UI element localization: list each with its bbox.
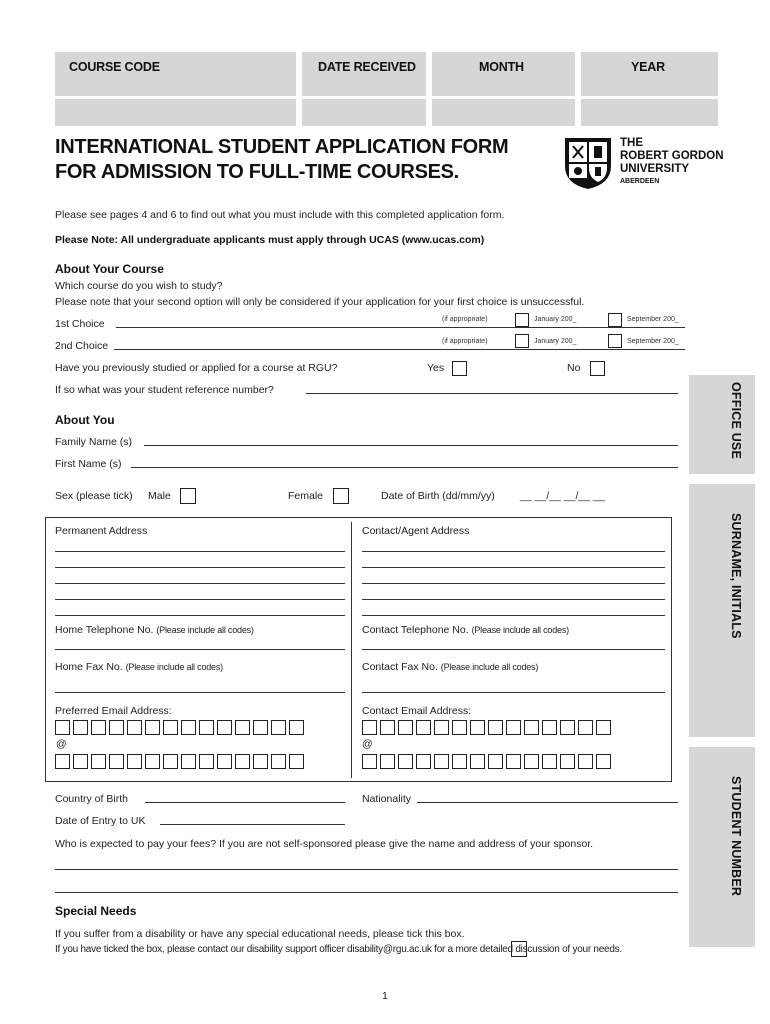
permanent-address-line-3[interactable] (55, 583, 345, 584)
contact-address-line-2[interactable] (362, 567, 665, 568)
second-choice-label: 2nd Choice (55, 340, 109, 352)
course-code-input-cell[interactable] (55, 99, 296, 126)
first-choice-september-checkbox[interactable] (608, 313, 622, 327)
month-label: MONTH (479, 60, 524, 74)
preferred-email-char-box[interactable] (289, 754, 304, 769)
office-use-label: OFFICE USE (729, 382, 743, 460)
contact-email-char-box[interactable] (398, 720, 413, 735)
preferred-email-label: Preferred Email Address: (55, 705, 172, 717)
preferred-email-char-box[interactable] (253, 754, 268, 769)
first-choice-september-label: September 200_ (627, 316, 679, 323)
contact-email-char-box[interactable] (434, 754, 449, 769)
contact-email-char-box[interactable] (560, 754, 575, 769)
fees-question: Who is expected to pay your fees? If you are not self-sponsored please give the name and address of your sponsor. (55, 838, 594, 850)
preferred-email-char-box[interactable] (199, 720, 214, 735)
nationality-input[interactable] (417, 802, 678, 803)
year-header-cell (581, 52, 718, 96)
sex-female-checkbox[interactable] (333, 488, 349, 504)
country-of-birth-label: Country of Birth (55, 793, 128, 805)
preferred-email-char-box[interactable] (55, 720, 70, 735)
logo-the: THE (620, 137, 643, 149)
logo-text (620, 137, 724, 188)
contact-email-char-box[interactable] (578, 720, 593, 735)
contact-email-char-box[interactable] (524, 720, 539, 735)
contact-email-char-box[interactable] (560, 720, 575, 735)
previously-yes-label: Yes (427, 362, 445, 374)
first-choice-january-checkbox[interactable] (515, 313, 529, 327)
contact-email-char-box[interactable] (416, 720, 431, 735)
page-number: 1 (382, 990, 388, 1002)
special-needs-checkbox[interactable] (511, 941, 527, 957)
home-fax-note: (Please include all codes) (125, 662, 223, 672)
contact-email-char-box[interactable] (578, 754, 593, 769)
preferred-email-char-box[interactable] (127, 720, 142, 735)
contact-address-line-5[interactable] (362, 615, 665, 616)
preferred-email-at-sign: @ (56, 738, 67, 750)
permanent-address-label: Permanent Address (55, 525, 148, 537)
preferred-email-char-box[interactable] (145, 720, 160, 735)
special-needs-line-2: If you have ticked the box, please contact our disability support officer disability@rgu.ac.uk for a more detailed discussion of your needs. (55, 944, 622, 955)
contact-telephone-text: Contact Telephone No. (362, 624, 469, 636)
contact-email-char-box[interactable] (596, 720, 611, 735)
contact-address-line-4[interactable] (362, 599, 665, 600)
preferred-email-char-box[interactable] (235, 720, 250, 735)
intro-ucas-note: Please Note: All undergraduate applicants must apply through UCAS (www.ucas.com) (55, 234, 485, 246)
contact-fax-label (362, 661, 538, 673)
previously-studied-question: Have you previously studied or applied for a course at RGU? (55, 362, 338, 374)
preferred-email-char-box[interactable] (109, 754, 124, 769)
surname-initials-label: SURNAME, INITIALS (729, 513, 743, 639)
home-telephone-note: (Please include all codes) (156, 625, 254, 635)
contact-email-char-box[interactable] (488, 754, 503, 769)
preferred-email-char-box[interactable] (163, 720, 178, 735)
preferred-email-char-box[interactable] (271, 720, 286, 735)
permanent-address-line-5[interactable] (55, 615, 345, 616)
family-name-label: Family Name (s) (55, 436, 133, 448)
address-box-divider (351, 522, 352, 778)
contact-email-at-sign: @ (362, 738, 373, 750)
contact-email-char-box[interactable] (470, 754, 485, 769)
preferred-email-char-box[interactable] (289, 720, 304, 735)
permanent-address-line-4[interactable] (55, 599, 345, 600)
permanent-address-line-1[interactable] (55, 551, 345, 552)
student-reference-input[interactable] (306, 393, 678, 394)
student-number-label: STUDENT NUMBER (729, 776, 743, 897)
contact-email-char-box[interactable] (488, 720, 503, 735)
second-choice-if-appropriate: (if appropriate) (442, 338, 488, 345)
sex-label: Sex (please tick) (55, 490, 133, 502)
contact-agent-address-label: Contact/Agent Address (362, 525, 470, 537)
preferred-email-char-box[interactable] (91, 754, 106, 769)
home-telephone-label (55, 624, 254, 636)
home-telephone-input[interactable] (55, 649, 345, 650)
first-choice-if-appropriate: (if appropriate) (442, 316, 488, 323)
special-needs-line-1: If you suffer from a disability or have any special educational needs, please tick this box. (55, 928, 465, 940)
preferred-email-char-box[interactable] (163, 754, 178, 769)
logo-university: UNIVERSITY (620, 163, 690, 175)
previously-yes-checkbox[interactable] (452, 361, 467, 376)
sponsor-line-1[interactable] (55, 869, 678, 870)
contact-telephone-label (362, 624, 569, 636)
contact-email-char-box[interactable] (362, 720, 377, 735)
about-course-heading: About Your Course (55, 262, 164, 276)
home-telephone-text: Home Telephone No. (55, 624, 154, 636)
contact-address-line-3[interactable] (362, 583, 665, 584)
nationality-label: Nationality (362, 793, 412, 805)
sex-male-checkbox[interactable] (180, 488, 196, 504)
sex-female-label: Female (288, 490, 324, 502)
course-code-label: COURSE CODE (69, 60, 160, 74)
contact-telephone-note: (Please include all codes) (471, 625, 569, 635)
second-choice-january-checkbox[interactable] (515, 334, 529, 348)
which-course-text: Which course do you wish to study? (55, 280, 223, 292)
contact-email-char-box[interactable] (380, 720, 395, 735)
contact-email-char-box[interactable] (398, 754, 413, 769)
contact-email-char-box[interactable] (506, 754, 521, 769)
date-of-birth-label: Date of Birth (dd/mm/yy) (381, 490, 495, 502)
preferred-email-char-box[interactable] (73, 754, 88, 769)
second-choice-september-label: September 200_ (627, 338, 679, 345)
about-you-heading: About You (55, 413, 115, 427)
first-choice-label: 1st Choice (55, 318, 105, 330)
first-choice-options-underline (440, 327, 685, 328)
course-code-header-cell (55, 52, 296, 96)
previously-no-checkbox[interactable] (590, 361, 605, 376)
contact-email-char-box[interactable] (506, 720, 521, 735)
country-of-birth-input[interactable] (145, 802, 345, 803)
preferred-email-char-box[interactable] (271, 754, 286, 769)
preferred-email-char-box[interactable] (199, 754, 214, 769)
contact-email-char-box[interactable] (542, 754, 557, 769)
preferred-email-char-box[interactable] (91, 720, 106, 735)
contact-email-char-box[interactable] (542, 720, 557, 735)
second-option-note: Please note that your second option will only be considered if your application for your first choice is unsuccessful. (55, 296, 585, 308)
contact-email-char-box[interactable] (434, 720, 449, 735)
preferred-email-char-box[interactable] (235, 754, 250, 769)
logo-aberdeen: ABERDEEN (620, 178, 660, 185)
contact-email-char-box[interactable] (362, 754, 377, 769)
preferred-email-char-box[interactable] (109, 720, 124, 735)
second-choice-september-checkbox[interactable] (608, 334, 622, 348)
contact-email-char-box[interactable] (380, 754, 395, 769)
preferred-email-char-box[interactable] (181, 754, 196, 769)
contact-fax-note: (Please include all codes) (440, 662, 539, 672)
first-name-input[interactable] (131, 467, 678, 468)
second-choice-options-underline (440, 349, 685, 350)
permanent-address-line-2[interactable] (55, 567, 345, 568)
date-of-birth-input[interactable]: __ __/__ __/__ __ (520, 490, 605, 502)
form-title-line-2: FOR ADMISSION TO FULL-TIME COURSES. (55, 161, 459, 183)
logo-robert-gordon: ROBERT GORDON (620, 150, 724, 162)
student-number-panel (689, 747, 755, 947)
date-received-header-cell (302, 52, 426, 96)
preferred-email-char-box[interactable] (55, 754, 70, 769)
preferred-email-char-box[interactable] (217, 754, 232, 769)
contact-fax-text: Contact Fax No. (362, 661, 438, 673)
contact-address-line-1[interactable] (362, 551, 665, 552)
preferred-email-char-box[interactable] (127, 754, 142, 769)
date-of-entry-input[interactable] (160, 824, 345, 825)
home-fax-text: Home Fax No. (55, 661, 123, 673)
first-choice-january-label: January 200_ (534, 316, 577, 323)
contact-email-char-box[interactable] (524, 754, 539, 769)
sponsor-line-2[interactable] (55, 892, 678, 893)
date-of-entry-label: Date of Entry to UK (55, 815, 146, 827)
university-crest (563, 136, 613, 190)
previously-no-label: No (567, 362, 581, 374)
month-header-cell (432, 52, 575, 96)
second-choice-january-label: January 200_ (534, 338, 577, 345)
surname-initials-panel (689, 484, 755, 737)
form-title-line-1: INTERNATIONAL STUDENT APPLICATION FORM (55, 136, 509, 158)
preferred-email-char-box[interactable] (73, 720, 88, 735)
intro-see-pages: Please see pages 4 and 6 to find out what you must include with this completed application form. (55, 209, 505, 221)
office-use-panel (689, 375, 755, 474)
contact-telephone-input[interactable] (362, 649, 665, 650)
preferred-email-char-box[interactable] (181, 720, 196, 735)
month-input-cell[interactable] (432, 99, 575, 126)
contact-email-label: Contact Email Address: (362, 705, 472, 717)
contact-fax-input[interactable] (362, 692, 665, 693)
date-received-label: DATE RECEIVED (318, 60, 416, 74)
home-fax-input[interactable] (55, 692, 345, 693)
home-fax-label (55, 661, 223, 673)
contact-email-char-box[interactable] (596, 754, 611, 769)
preferred-email-char-box[interactable] (217, 720, 232, 735)
year-input-cell[interactable] (581, 99, 718, 126)
contact-email-char-box[interactable] (452, 754, 467, 769)
preferred-email-char-box[interactable] (253, 720, 268, 735)
special-needs-heading: Special Needs (55, 904, 137, 918)
date-received-input-cell[interactable] (302, 99, 426, 126)
preferred-email-char-box[interactable] (145, 754, 160, 769)
first-name-label: First Name (s) (55, 458, 122, 470)
student-reference-label: If so what was your student reference number? (55, 384, 274, 396)
sex-male-label: Male (148, 490, 171, 502)
contact-email-char-box[interactable] (470, 720, 485, 735)
family-name-input[interactable] (144, 445, 678, 446)
contact-email-char-box[interactable] (452, 720, 467, 735)
year-label: YEAR (631, 60, 665, 74)
contact-email-char-box[interactable] (416, 754, 431, 769)
